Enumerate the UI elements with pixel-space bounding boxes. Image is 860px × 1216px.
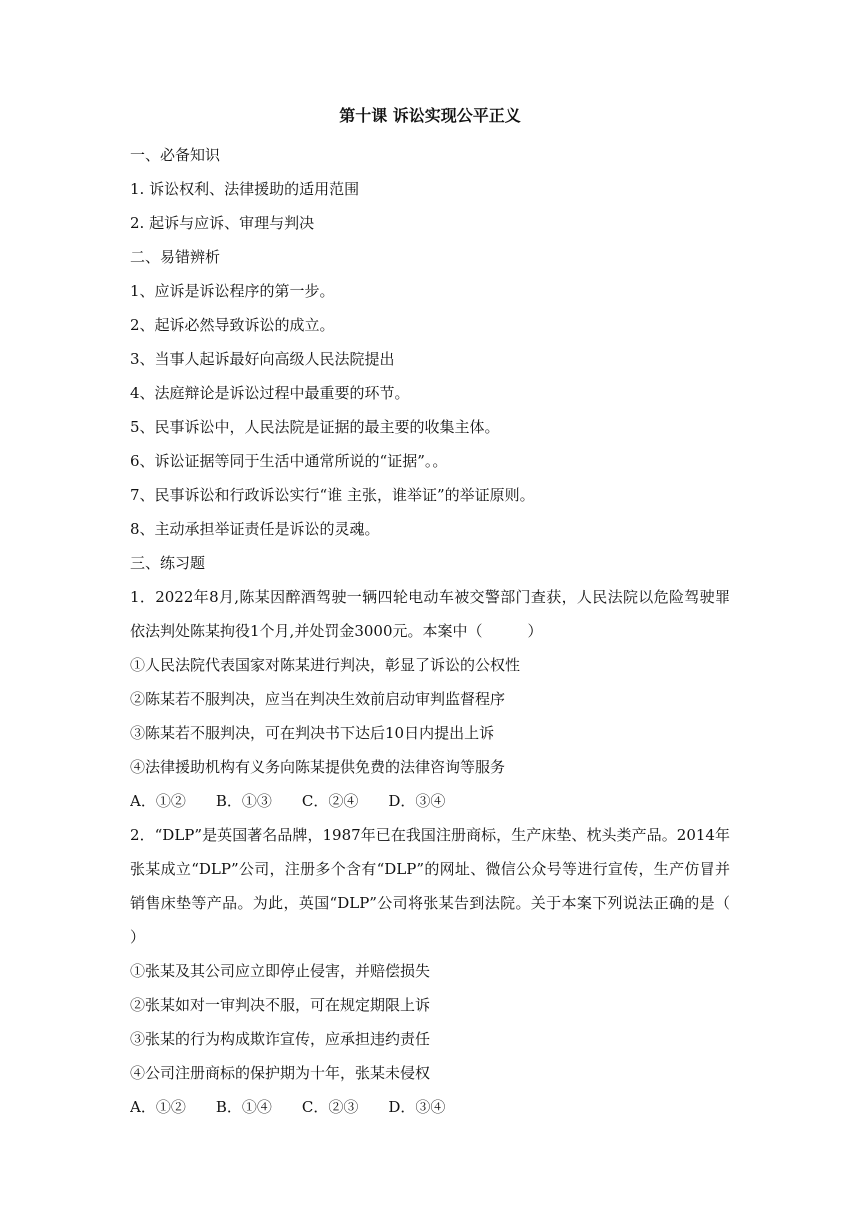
document-body [130,138,791,1124]
knowledge-item: 1. 诉讼权利、法律援助的适用范围 [130,180,360,198]
mistake-item: 6、诉讼证据等同于生活中通常所说的“证据”。。 [130,452,448,470]
section-heading-mistakes: 二、易错辨析 [130,248,221,266]
mistake-item: 8、主动承担举证责任是诉讼的灵魂。 [130,520,380,538]
document-title: 第十课 诉讼实现公平正义 [339,106,521,125]
mistake-item: 4、法庭辩论是诉讼过程中最重要的环节。 [130,384,410,402]
mistake-item: 2、起诉必然导致诉讼的成立。 [130,316,335,334]
question-2-option: ③张某的行为构成欺诈宣传，应承担违约责任 [130,1030,431,1048]
question-2-stem: 2．“DLP”是英国著名品牌，1987年已在我国注册商标，生产床垫、枕头类产品。2014年张某成立“DLP”公司，注册多个含有“DLP”的网址、微信公众号等进行宣传，生产仿冒并销售床垫等产品。为此，英国“DLP”公司将张某告到法院。关于本案下列说法正确的是（ ） [130,826,791,946]
mistake-item: 7、民事诉讼和行政诉讼实行“谁 主张，谁举证”的举证原则。 [130,486,535,504]
question-1-option: ③陈某若不服判决，可在判决书下达后10日内提出上诉 [130,724,495,742]
question-1-option: ①人民法院代表国家对陈某进行判决，彰显了诉讼的公权性 [130,656,521,674]
question-2-option: ①张某及其公司应立即停止侵害，并赔偿损失 [130,962,431,980]
knowledge-item: 2. 起诉与应诉、审理与判决 [130,214,315,232]
mistake-item: 1、应诉是诉讼程序的第一步。 [130,282,335,300]
question-1-answers: A．①② B．①③ C．②④ D．③④ [130,792,446,810]
question-1-stem: 1．2022年8月,陈某因醉酒驾驶一辆四轮电动车被交警部门查获，人民法院以危险驾驶罪依法判处陈某拘役1个月,并处罚金3000元。本案中（ ） [130,588,730,640]
question-2-answers: A．①② B．①④ C．②③ D．③④ [130,1098,446,1116]
mistake-item: 3、当事人起诉最好向高级人民法院提出 [130,350,395,368]
question-1-option: ②陈某若不服判决，应当在判决生效前启动审判监督程序 [130,690,506,708]
question-2-option: ②张某如对一审判决不服，可在规定期限上诉 [130,996,431,1014]
question-2-option: ④公司注册商标的保护期为十年，张某未侵权 [130,1064,431,1082]
section-heading-exercises: 三、练习题 [130,554,206,572]
section-heading-knowledge: 一、必备知识 [130,146,221,164]
question-1-option: ④法律援助机构有义务向陈某提供免费的法律咨询等服务 [130,758,506,776]
mistake-item: 5、民事诉讼中，人民法院是证据的最主要的收集主体。 [130,418,500,436]
